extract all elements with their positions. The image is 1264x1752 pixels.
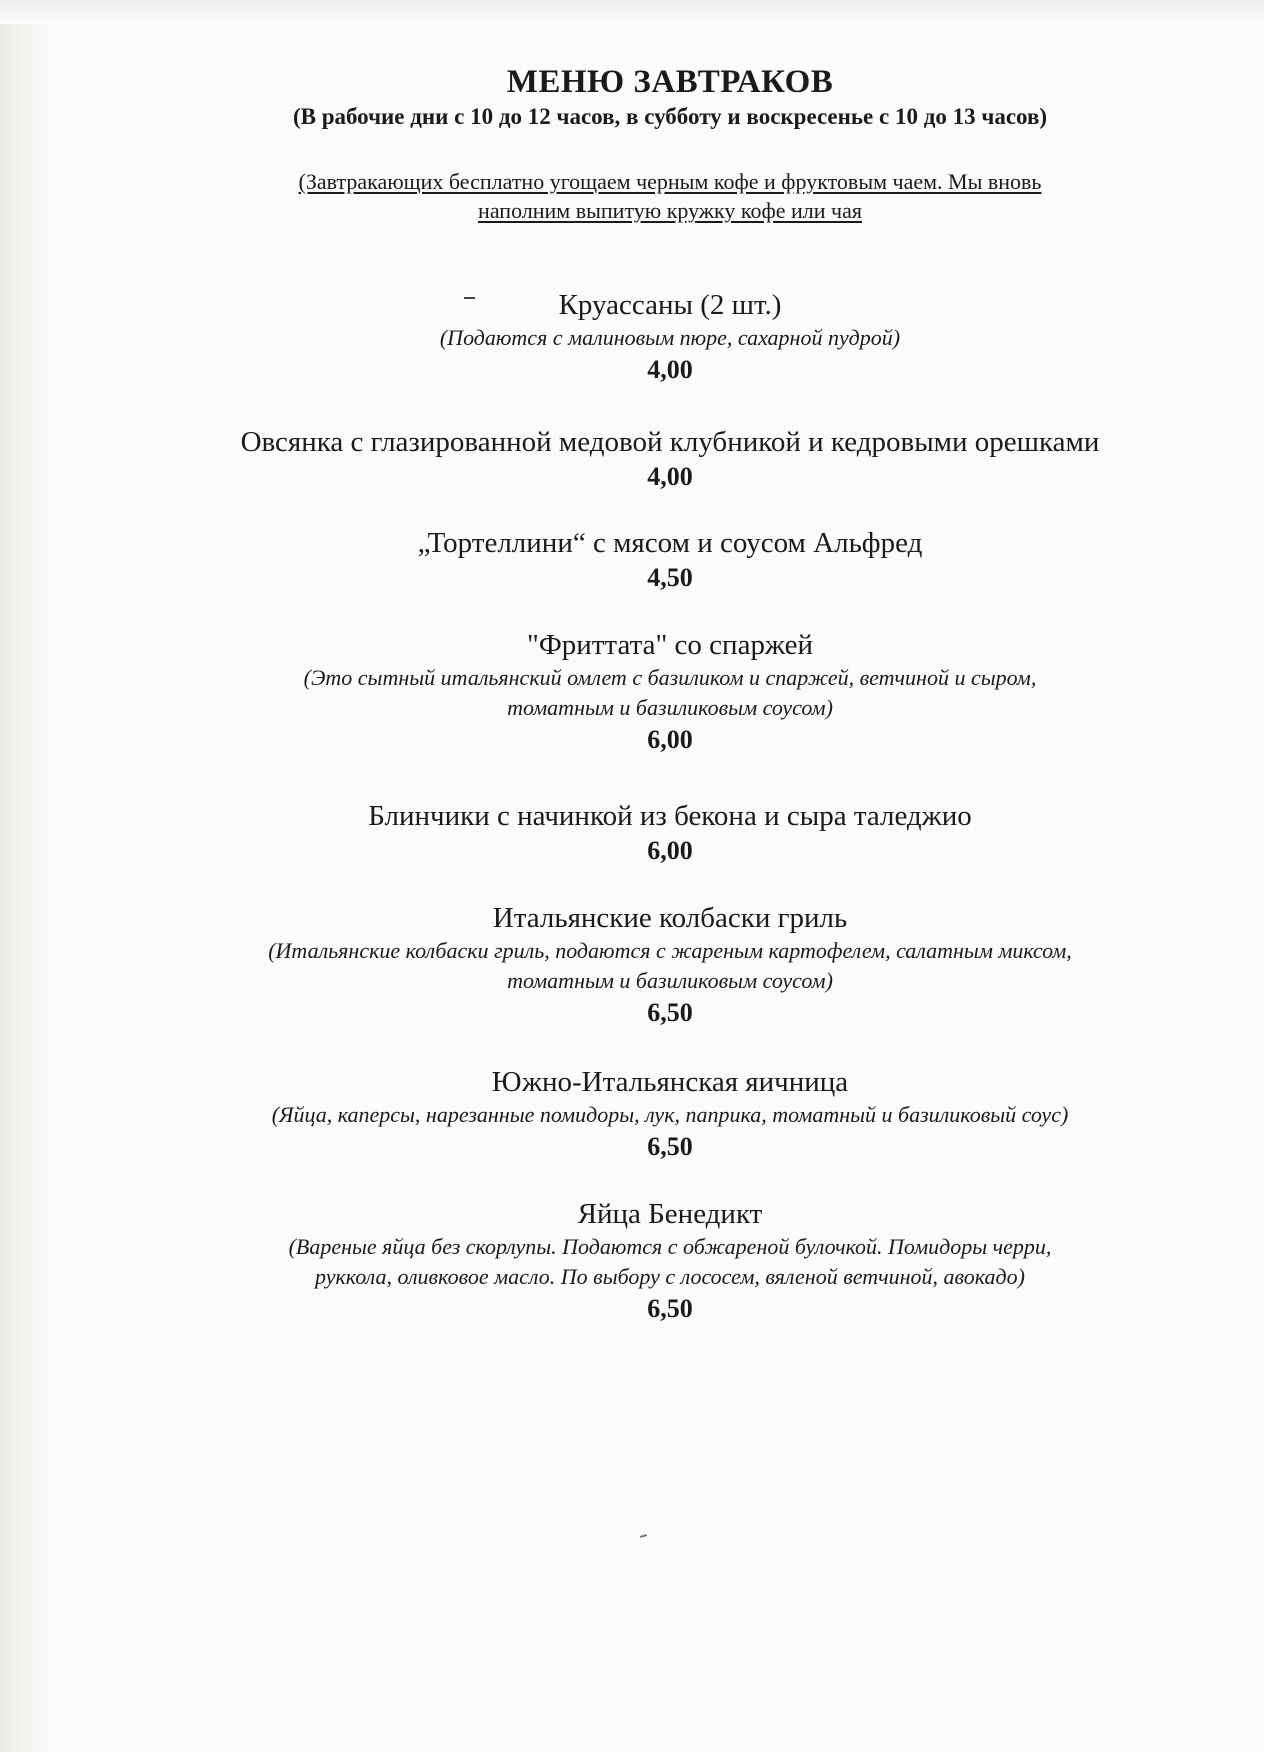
menu-item-tortellini	[150, 525, 1190, 595]
scan-top-shadow	[0, 0, 1264, 24]
menu-item-eggs-benedict	[150, 1196, 1190, 1326]
item-description-line-1: (Итальянские колбаски гриль, подаются с жареным картофелем, салатным миксом,	[268, 938, 1072, 963]
scan-edge-shadow	[0, 0, 50, 1752]
item-description: (Подаются с малиновым пюре, сахарной пудрой)	[439, 325, 901, 350]
stray-ink-mark	[640, 1534, 647, 1538]
menu-title: МЕНЮ ЗАВТРАКОВ	[506, 64, 834, 100]
item-name: Южно-Итальянская яичница	[491, 1066, 849, 1098]
item-price: 6,50	[647, 1132, 693, 1161]
item-description-line-1: (Вареные яйца без скорлупы. Подаются с обжареной булочкой. Помидоры черри,	[288, 1234, 1052, 1259]
item-name: Круассаны (2 шт.)	[558, 289, 782, 321]
item-price: 4,50	[647, 563, 693, 592]
menu-hours: (В рабочие дни с 10 до 12 часов, в субботу и воскресенье с 10 до 13 часов)	[292, 104, 1048, 129]
menu-note-line-1: (Завтракающих бесплатно угощаем черным кофе и фруктовым чаем. Мы вновь	[298, 169, 1042, 194]
item-description-line-2: руккола, оливковое масло. По выбору с лососем, вяленой ветчиной, авокадо)	[314, 1264, 1025, 1289]
menu-item-oatmeal	[150, 424, 1190, 494]
menu-item-croissants	[150, 287, 1190, 387]
item-description-line-1: (Это сытный итальянский омлет с базиликом и спаржей, ветчиной и сыром,	[303, 665, 1037, 690]
item-description: (Яйца, каперсы, нарезанные помидоры, лук, паприка, томатный и базиликовый соус)	[271, 1102, 1069, 1127]
item-name: Итальянские колбаски гриль	[492, 902, 848, 934]
item-price: 6,50	[647, 1294, 693, 1323]
item-price: 6,50	[647, 998, 693, 1027]
menu-note-line-2: наполним выпитую кружку кофе или чая	[478, 198, 862, 223]
item-name: Яйца Бенедикт	[577, 1198, 763, 1230]
menu-item-sausages	[150, 900, 1190, 1030]
item-price: 4,00	[647, 462, 693, 491]
item-description-line-2: томатным и базиликовым соусом)	[507, 968, 833, 993]
item-price: 6,00	[647, 836, 693, 865]
item-description-line-2: томатным и базиликовым соусом)	[507, 695, 833, 720]
item-name: "Фриттата" со спаржей	[526, 629, 813, 661]
item-price: 4,00	[647, 355, 693, 384]
item-name: Блинчики с начинкой из бекона и сыра таледжио	[368, 800, 972, 832]
item-name: „Тортеллини“ с мясом и соусом Альфред	[417, 527, 923, 559]
menu-header	[0, 62, 1264, 132]
item-price: 6,00	[647, 725, 693, 754]
menu-item-south-italian-eggs	[150, 1064, 1190, 1164]
item-name: Овсянка с глазированной медовой клубникой и кедровыми орешками	[240, 426, 1100, 458]
menu-item-frittata	[150, 627, 1190, 757]
menu-item-crepes	[150, 798, 1190, 868]
menu-note	[205, 167, 1135, 225]
